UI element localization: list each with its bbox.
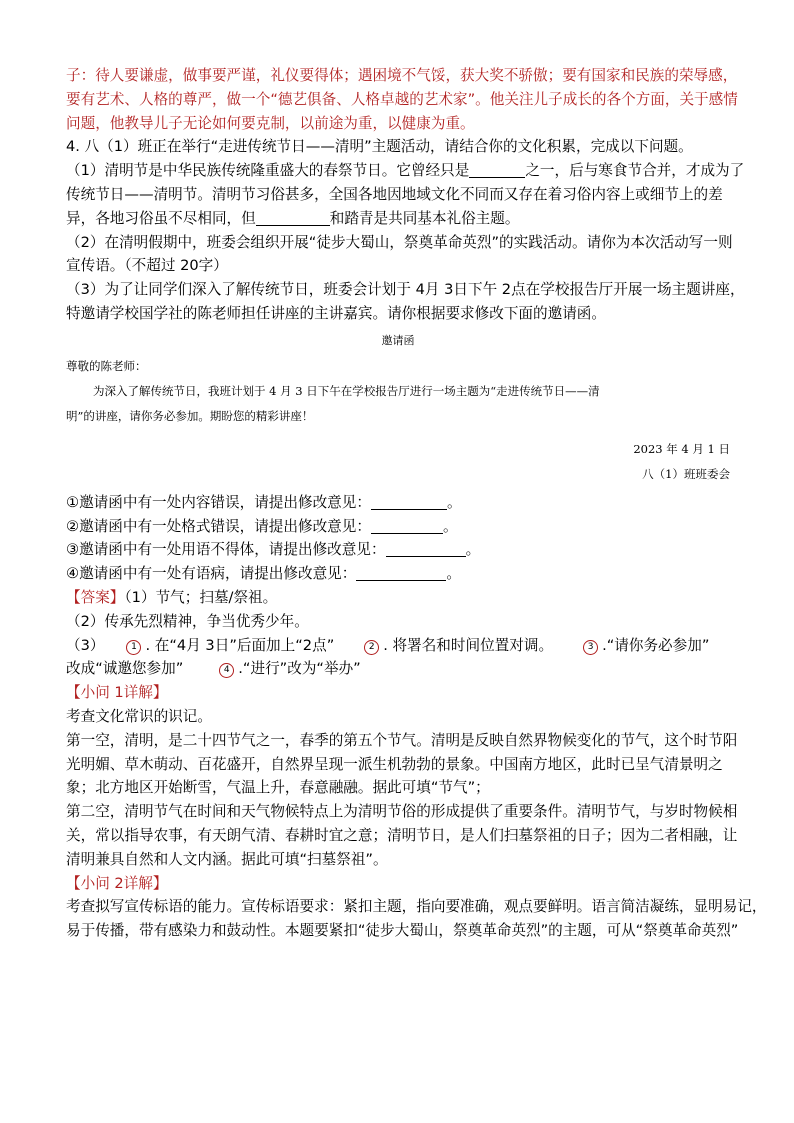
answer-line xyxy=(66,634,730,658)
letter-greeting: 尊敬的陈老师： xyxy=(66,358,147,373)
detail-line: 第一空，清明，是二十四节气之一，春季的第五个节气。清明是反映自然界物候变化的节气，这个时节阳 xyxy=(66,731,738,749)
question-4 xyxy=(66,135,745,325)
answer-blank[interactable] xyxy=(469,161,525,178)
answer-text: . 在“4月 3日”后面加上“2点” xyxy=(145,636,335,654)
sub-question-text: ④邀请函中有一处有语病，请提出修改意见： xyxy=(66,565,357,583)
question-part-3: （3）为了让同学们深入了解传统节日，班委会计划于 4月 3日下午 2点在学校报告厅开展一场主题讲座， xyxy=(66,281,745,299)
detail-tag: 【小问 1详解】 xyxy=(66,684,168,702)
detail-line: 易于传播，带有感染力和鼓动性。本题要紧扣“徒步大蜀山，祭奠革命英烈”的主题，可从“祭奠革命英烈” xyxy=(66,922,739,940)
detail-2 xyxy=(66,872,767,943)
detail-line: 关，常以指导农事，有天朗气清、春耕时宜之意；清明节日，是人们扫墓祭祖的日子；因为二者相融，让 xyxy=(66,826,738,844)
text-segment: 之一，后与寒食节合并，才成为了 xyxy=(525,162,745,180)
answer-blank[interactable] xyxy=(356,564,446,581)
answer-section xyxy=(66,586,730,681)
answer-text: .“请你务必参加” xyxy=(602,636,710,654)
answer-text: .“进行”改为“举办” xyxy=(238,660,361,678)
answer-line xyxy=(66,586,730,610)
letter-body: 明”的讲座，请你务必参加。期盼您的精彩讲座！ xyxy=(66,408,314,423)
sub-question xyxy=(66,515,730,539)
number-circle: 4 xyxy=(219,663,234,678)
letter-signature: 八（1）班班委会 xyxy=(642,466,730,481)
text-line: 特邀请学校国学社的陈老师担任讲座的主讲嘉宾。请你根据要求修改下面的邀请函。 xyxy=(66,304,606,322)
detail-line: 象；北方地区开始断雪，气温上升，春意融融。据此可填“节气”； xyxy=(66,779,490,797)
number-circle: 1 xyxy=(126,640,141,655)
text-segment: 和踏青是共同基本礼俗主题。 xyxy=(329,209,520,227)
answer-text: （1）节气；扫墓/祭祖。 xyxy=(124,588,278,606)
period: 。 xyxy=(446,565,461,583)
question-part-1-end xyxy=(66,207,730,231)
sub-question xyxy=(66,491,730,515)
sub-question xyxy=(66,562,730,586)
answer-tag: 【答案】 xyxy=(66,588,125,606)
document-page xyxy=(66,64,767,943)
period: 。 xyxy=(446,493,462,511)
sub-question xyxy=(66,538,730,562)
text-segment: （1）清明节是中华民族传统隆重盛大的春祭节日。它曾经只是 xyxy=(66,162,470,180)
answer-text: 改成“诚邀您参加” xyxy=(66,660,184,678)
detail-line: 第二空，清明节气在时间和天气物候特点上为清明节俗的形成提供了重要条件。清明节气，与岁时物候相 xyxy=(66,803,738,821)
answer-text: （3） xyxy=(66,636,105,654)
letter-date: 2023 年 4 月 1 日 xyxy=(633,441,730,456)
detail-1 xyxy=(66,681,738,871)
sub-question-text: ③邀请函中有一处用语不得体，请提出修改意见： xyxy=(66,541,386,559)
top-paragraph xyxy=(66,64,738,135)
sub-question-text: ②邀请函中有一处格式错误，请提出修改意见： xyxy=(66,517,371,535)
text-line: 要有艺术、人格的尊严，做一个“德艺俱备、人格卓越的艺术家”。他关注儿子成长的各个方面，关于感情 xyxy=(66,90,738,108)
text-line: 问题，他教导儿子无论如何要克制，以前途为重，以健康为重。 xyxy=(66,114,475,132)
detail-line: 清明兼具自然和人文内涵。据此可填“扫墓祭祖”。 xyxy=(66,850,388,868)
period: 。 xyxy=(442,517,458,535)
number-circle: 2 xyxy=(364,640,379,655)
letter-title: 邀请函 xyxy=(381,333,415,347)
sub-questions xyxy=(66,491,730,586)
text-line: 宣传语。（不超过 20字） xyxy=(66,257,228,275)
sub-question-text: ①邀请函中有一处内容错误，请提出修改意见： xyxy=(66,493,371,511)
number-circle: 3 xyxy=(583,640,598,655)
question-stem: 4. 八（1）班正在举行“走进传统节日——清明”主题活动，请结合你的文化积累，完成以下问题。 xyxy=(66,138,693,156)
text-line: 传统节日——清明节。清明节习俗甚多，全国各地因地域文化不同而又存在着习俗内容上或细节上的差 xyxy=(66,185,723,203)
answer-blank[interactable] xyxy=(256,209,330,226)
period: 。 xyxy=(465,541,481,559)
answer-line xyxy=(66,657,730,681)
text-segment: 异，各地习俗虽不尽相同，但 xyxy=(66,209,256,227)
letter-body: 为深入了解传统节日，我班计划于 4 月 3 日下午在学校报告厅进行一场主题为“走进传统节日——清 xyxy=(93,383,600,398)
answer-blank[interactable] xyxy=(371,517,443,534)
invitation-letter xyxy=(66,328,730,487)
detail-line: 光明媚、草木萌动、百花盛开，自然界呈现一派生机勃勃的景象。中国南方地区，此时已呈气清景明之 xyxy=(66,755,723,773)
question-part-1 xyxy=(66,159,745,183)
detail-line: 考查文化常识的识记。 xyxy=(66,707,212,725)
answer-blank[interactable] xyxy=(371,493,447,510)
answer-blank[interactable] xyxy=(386,540,466,557)
answer-text: . 将署名和时间位置对调。 xyxy=(383,636,554,654)
text-line: 子：待人要谦虚，做事要严谨，礼仪要得体；遇困境不气馁，获大奖不骄傲；要有国家和民族的荣辱感， xyxy=(66,67,738,84)
question-part-2: （2）在清明假期中，班委会组织开展“徒步大蜀山，祭奠革命英烈”的实践活动。请你为本次活动写一则 xyxy=(66,233,733,251)
answer-line: （2）传承先烈精神，争当优秀少年。 xyxy=(66,612,309,630)
detail-line: 考查拟写宣传标语的能力。宣传标语要求：紧扣主题，指向要准确，观点要鲜明。语言简洁凝练，显明易记， xyxy=(66,898,767,916)
detail-tag: 【小问 2详解】 xyxy=(66,874,168,892)
